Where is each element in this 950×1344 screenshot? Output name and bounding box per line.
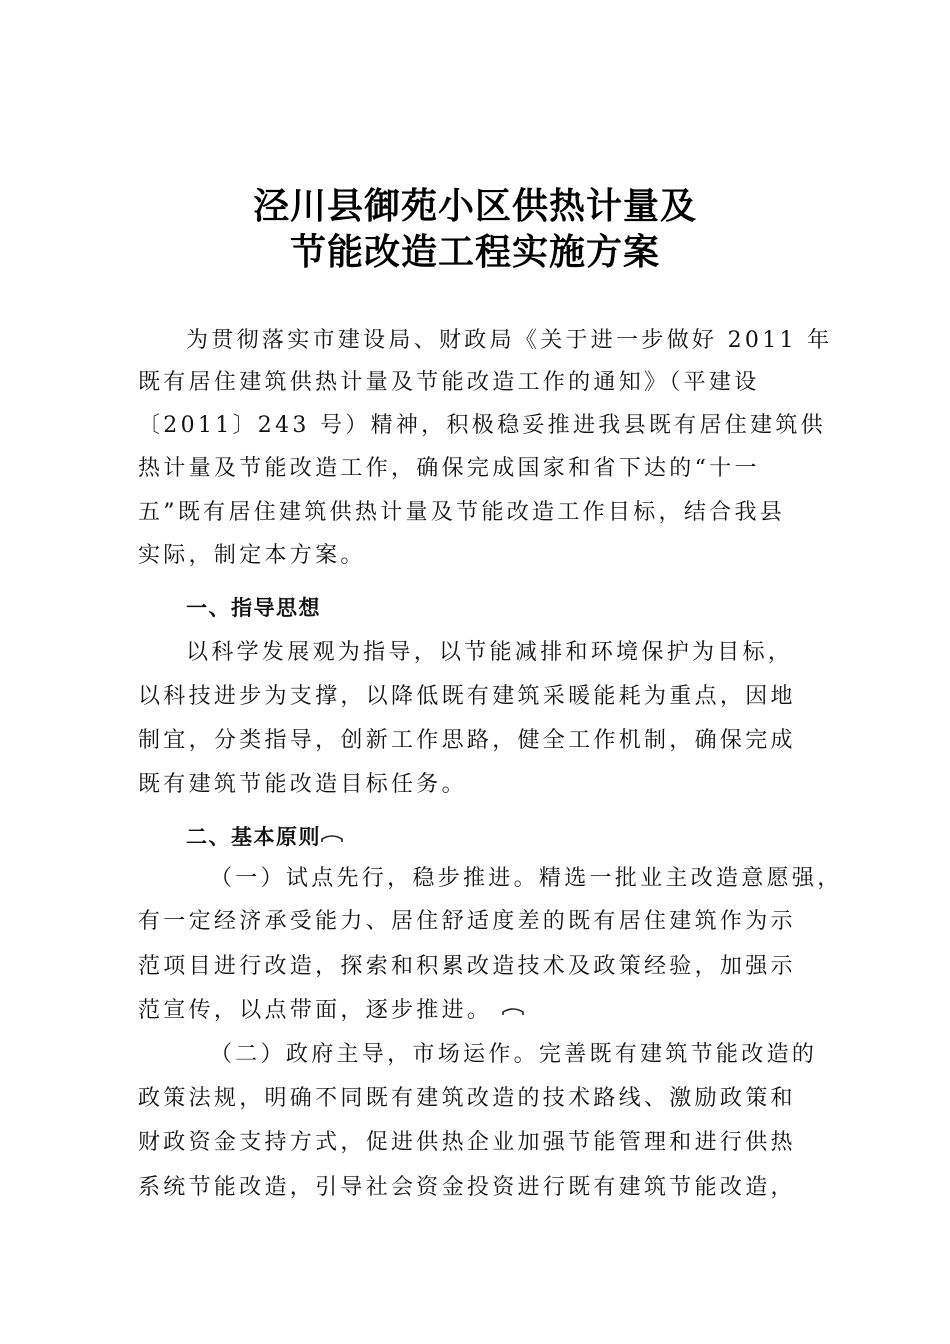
section2-item2-line-1: （二）政府主导，市场运作。完善既有建筑节能改造的 (210, 1042, 818, 1067)
section2-item2-line-4: 系统节能改造，引导社会资金投资进行既有建筑节能改造， (138, 1175, 796, 1200)
paragraph-mark-icon (502, 1006, 524, 1016)
section2-item1-line-1: （一）试点先行，稳步推进。精选一批业主改造意愿强， (210, 866, 843, 891)
document-title-line-2: 节能改造工程实施方案 (289, 231, 660, 273)
intro-line-2: 既有居住建筑供热计量及节能改造工作的通知》（平建设 (138, 370, 760, 395)
section1-line-1: 以科学发展观为指导，以节能减排和环境保护为目标， (186, 640, 794, 665)
intro-line-6: 实际，制定本方案。 (138, 543, 366, 568)
section2-item1-line-2: 有一定经济承受能力、居住舒适度差的既有居住建筑作为示 (138, 909, 796, 934)
intro-line-4: 热计量及节能改造工作，确保完成国家和省下达的“十一 (138, 456, 760, 481)
section1-line-4: 既有建筑节能改造目标任务。 (138, 772, 467, 797)
section1-line-2: 以科技进步为支撑，以降低既有建筑采暖能耗为重点，因地 (138, 684, 796, 709)
intro-line-1: 为贯彻落实市建设局、财政局《关于进一步做好 2011 年 (186, 328, 833, 353)
section-heading-guiding-ideology: 一、指导思想 (186, 596, 321, 620)
section1-line-3: 制宜，分类指导，创新工作思路，健全工作机制，确保完成 (138, 728, 796, 753)
section2-item2-line-3: 财政资金支持方式，促进供热企业加强节能管理和进行供热 (138, 1130, 796, 1155)
document-title-line-1: 泾川县御苑小区供热计量及 (252, 185, 697, 227)
section2-item2-line-2: 政策法规，明确不同既有建筑改造的技术路线、激励政策和 (138, 1086, 796, 1111)
section-heading-basic-principles (186, 822, 343, 852)
intro-line-3: 〔2011〕243 号）精神，积极稳妥推进我县既有居住建筑供 (138, 413, 826, 438)
section2-heading-text: 二、基本原则 (186, 825, 321, 849)
section2-item1-line-4 (138, 996, 524, 1026)
section2-item1-line-4-text: 范宣传，以点带面，逐步推进。 (138, 998, 493, 1023)
paragraph-mark-icon (321, 833, 343, 843)
intro-line-5: 五”既有居住建筑供热计量及节能改造工作目标，结合我县 (138, 500, 786, 525)
section2-item1-line-3: 范项目进行改造，探索和积累改造技术及政策经验，加强示 (138, 954, 796, 979)
